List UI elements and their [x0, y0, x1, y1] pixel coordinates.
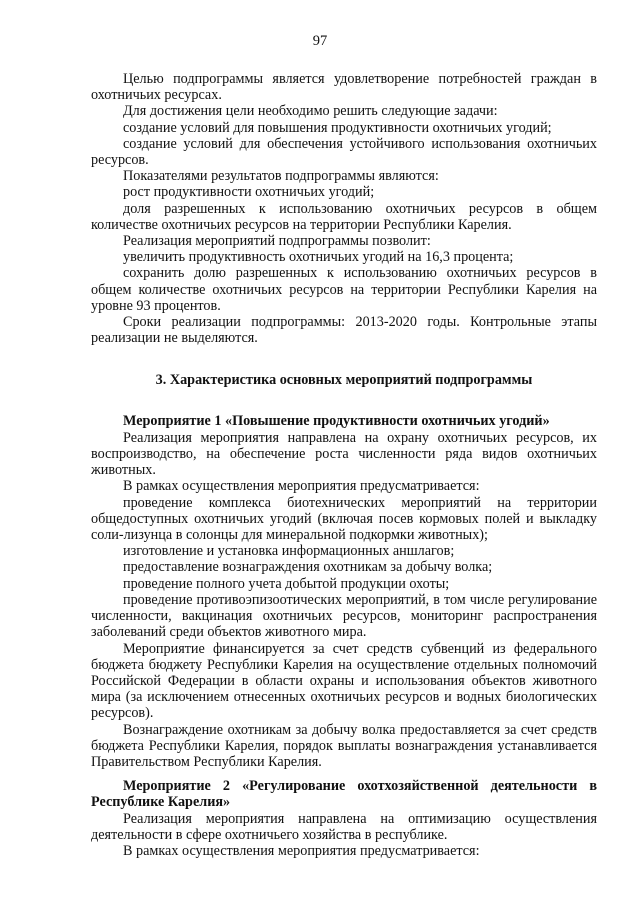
- paragraph: проведение полного учета добытой продукции охоты;: [123, 575, 450, 592]
- paragraph: создание условий для обеспечения устойчивого использования охотничьих ресурсов.: [91, 135, 597, 169]
- paragraph: Показателями результатов подпрограммы являются:: [123, 168, 439, 185]
- paragraph: Для достижения цели необходимо решить следующие задачи:: [123, 103, 498, 120]
- paragraph: Сроки реализации подпрограммы: 2013-2020 годы. Контрольные этапы реализации не выделяются.: [91, 314, 597, 347]
- paragraph: проведение комплекса биотехнических мероприятий на территории общедоступных охотничьих угодий (включая посев кормовых полей и выкладку соли-лизунца в солонцы для минеральной подкормки животных);: [91, 494, 597, 544]
- paragraph: Целью подпрограммы является удовлетворение потребностей граждан в охотничьих ресурсах.: [91, 71, 597, 104]
- paragraph: В рамках осуществления мероприятия предусматривается:: [123, 478, 480, 495]
- section-title: 3. Характеристика основных мероприятий подпрограммы: [155, 372, 533, 389]
- paragraph: создание условий для повышения продуктивности охотничьих угодий;: [123, 119, 552, 136]
- paragraph: Реализация мероприятий подпрограммы позволит:: [123, 233, 431, 250]
- paragraph: Реализация мероприятия направлена на оптимизацию осуществления деятельности в сфере охотничьего хозяйства в республике.: [91, 810, 597, 843]
- paragraph: сохранить долю разрешенных к использованию охотничьих ресурсов в общем количестве охотничьих ресурсов на территории Республики Карелия на уровне 93 процентов.: [91, 265, 597, 314]
- measure-1-title: Мероприятие 1 «Повышение продуктивности охотничьих угодий»: [123, 412, 550, 429]
- paragraph: рост продуктивности охотничьих угодий;: [123, 184, 375, 201]
- paragraph: предоставление вознаграждения охотникам за добычу волка;: [123, 559, 493, 576]
- spacer: [91, 770, 597, 778]
- paragraph: Вознаграждение охотникам за добычу волка предоставляется за счет средств бюджета Республики Карелия, порядок выплаты вознаграждения устанавливается Правительством Республики Карелия.: [91, 721, 597, 770]
- paragraph: Мероприятие финансируется за счет средств субвенций из федерального бюджета бюджету Республики Карелия на осуществление отдельных полномочий Российской Федерации в области охраны и использования объектов животного мира (за исключением отнесенных охотничьих ресурсов и водных биологических ресурсов).: [91, 640, 597, 722]
- paragraph: изготовление и установка информационных аншлагов;: [123, 543, 455, 560]
- page-number: 97: [312, 33, 328, 49]
- paragraph: Реализация мероприятия направлена на охрану охотничьих ресурсов, их воспроизводство, на обеспечение роста численности ряда видов охотничьих животных.: [91, 429, 597, 479]
- document-body: [91, 71, 597, 859]
- paragraph: В рамках осуществления мероприятия предусматривается:: [123, 842, 480, 859]
- paragraph: доля разрешенных к использованию охотничьих ресурсов в общем количестве охотничьих ресурсов на территории Республики Карелия.: [91, 200, 597, 233]
- paragraph: увеличить продуктивность охотничьих угодий на 16,3 процента;: [123, 249, 514, 266]
- paragraph: проведение противоэпизоотических мероприятий, в том числе регулирование численности, вакцинация охотничьих ресурсов, мониторинг распространения заболеваний среди объектов животного мира.: [91, 591, 597, 641]
- measure-2-title: Мероприятие 2 «Регулирование охотхозяйственной деятельности в Республике Карелия»: [91, 778, 597, 811]
